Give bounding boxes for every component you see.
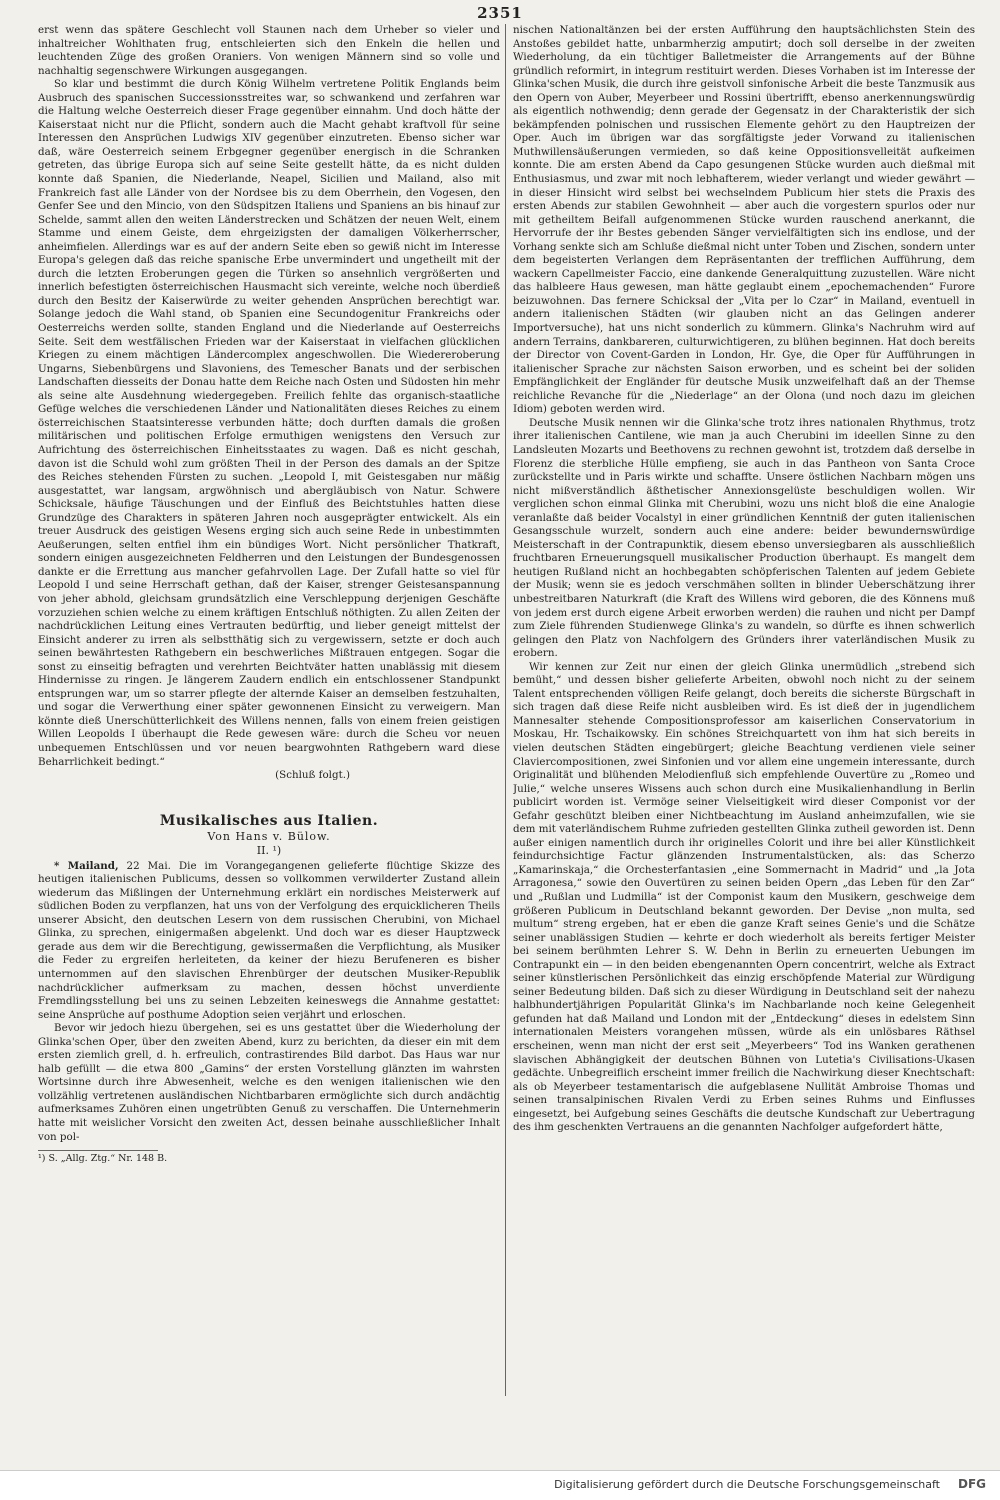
paragraph: So klar und bestimmt die durch König Wilhelm vertretene Politik Englands beim Ausbruch des spanischen Successionsstreites war, so schwankend und zerfahren war die Haltung welche Oesterreich dieser Frage gegenüber einnahm. Und doch hätte der Kaiserstaat nicht nur die Pflicht, sondern auch die Macht gehabt kraftvoll für seine Interessen den Ansprüchen Ludwigs XIV gegenüber einzutreten. Ebenso sicher war daß, wäre Oesterreich seinem Erbgegner gegenüber energisch in die Schranken getreten, das übrige Europa sich auf seine Seite gestellt hätte, da es nicht dulden konnte daß Spanien, die Niederlande, Neapel, Sicilien und Mailand, also mit Frankreich fast alle Länder von der Nordsee bis zu dem Oberrhein, den Vogesen, den Genfer See und den Mincio, von den Südspitzen Italiens und Spaniens an bis hinauf zur Schelde, sammt allen den weiten Länderstrecken und Schätzen der neuen Welt, einem Stamme und einem Geiste, dem ehrgeizigsten der damaligen Völkerherrscher, anheimfielen. Allerdings war es auf der andern Seite eben so gewiß nicht im Interesse Europa's gelegen daß das reiche spanische Erbe unvermindert und ungetheilt mit der durch die letzten Eroberungen gegen die Türken so ansehnlich vergrößerten und innerlich befestigten österreichischen Hausmacht sich vereinte, welche noch überdieß durch den Besitz der Kaiserwürde zu weiter gehenden Ansprüchen berechtigt war. Solange jedoch die Wahl stand, ob Spanien eine Secundogenitur Frankreichs oder Oesterreichs werden sollte, standen England und die Niederlande auf Oesterreichs Seite. Seit dem westfälischen Frieden war der Kaiserstaat in vielfachen glücklichen Kriegen zu einem mächtigen Ländercomplex angeschwollen. Die Wiedereroberung Ungarns, Siebenbürgens und Slavoniens, des Temescher Banats und der serbischen Landschaften diesseits der Donau hatte dem Reiche nach Osten und Südosten hin mehr als seine alte Ausdehnung wiedergegeben. Freilich fehlte das organisch-staatliche Gefüge welches die verschiedenen Länder und Nationalitäten dieses Reiches zu einem österreichischen Staatsinteresse verbunden hätte; doch durften damals die großen militärischen und politischen Erfolge ermuthigen wenigstens den Versuch zur Aufrichtung des österreichischen Einheitsstaates zu wagen. Daß es nicht geschah, davon ist die Schuld wohl zum größten Theil in der Person des damals an der Spitze des Reiches stehenden Fürsten zu suchen. „Leopold I, mit Geistesgaben nur mäßig ausgestattet, war langsam, argwöhnisch und abergläubisch von Natur. Schwere Schicksale, häufige Täuschungen und der Einfluß des Beichtstuhles hatten diese Grundzüge des Charakters in späteren Jahren noch ausgeprägter entwickelt. Als ein treuer Ausdruck des geistigen Wesens erging sich auch seine Rede in unbestimmten Aeußerungen, selten entfiel ihm ein bündiges Wort. Nicht persönlicher Thatkraft, sondern einigen ausgezeichneten Feldherren und den Leistungen der Bundesgenossen dankte er die Errettung aus mancher gefahrvollen Lage. Der Zufall hatte so viel für Leopold I und seine Herrschaft gethan, daß der Kaiser, strenger Geistesanspannung von jeher abhold, gleichsam grundsätzlich eine Verschleppung derjenigen Geschäfte vorzuziehen schien welche zu einem kräftigen Entschluß nöthigten. Zu allen Zeiten der nachdrücklichen Leitung eines Vertrauten bedürftig, und lieber geneigt mittelst der Einsicht anderer zu irren als selbstthätig sich zu vergewissern, setzte er doch auch seinen bewährtesten Rathgebern ein beschwerliches Mißtrauen entgegen. Sogar die sonst zu einseitig befragten und verehrten Beichtväter hatten unablässig mit diesem Hindernisse zu ringen. Je längerem Zaudern endlich ein entschlossener Standpunkt entsprungen war, um so starrer pflegte der alternde Kaiser an demselben festzuhalten, und sogar die Verwerthung einer später gewonnenen Einsicht zu verweigern. Man könnte dieß Unerschütterlichkeit des Willens nennen, falls von einem freien geistigen Willen Leopolds I überhaupt die Rede gewesen wäre: durch die Scheu vor neuen unbequemen Entschlüssen und vor neuen beargwohnten Rathgebern ward diese Beharrlichkeit bedingt.“	[38, 78, 500, 768]
article-header	[38, 813, 500, 858]
footer-bar	[0, 1470, 1000, 1500]
paragraph: erst wenn das spätere Geschlecht voll Staunen nach dem Urheber so vieler und inhaltreicher Wohlthaten frug, entschleierten sich den Enkeln die hellen und leuchtenden Züge des großen Oraniers. Von wenigen Männern sind so volle und nachhaltig segenschwere Wirkungen ausgegangen.	[38, 24, 500, 77]
footnote-rule	[38, 1150, 158, 1151]
date: 22 Mai.	[126, 859, 171, 872]
left-column	[38, 24, 500, 1456]
column-divider	[505, 24, 506, 1396]
footnote: ¹) S. „Allg. Ztg.“ Nr. 148 B.	[38, 1153, 168, 1165]
dfg-logo-icon: DFG	[957, 1477, 986, 1491]
paragraph: Wir kennen zur Zeit nur einen der gleich Glinka unermüdlich „strebend sich bemüht,“ und dessen bisher gelieferte Arbeiten, obwohl noch nicht zu der seinem Talent entsprechenden völligen Reife gelangt, doch bereits die sicherste Bürgschaft in sich tragen daß diese Reife nicht ausbleiben wird. Es ist dieß der in jugendlichem Mannesalter stehende Compositionsprofessor am kaiserlichen Conservatorium in Moskau, Hr. Tschaikowsky. Ein schönes Streichquartett von ihm hat sich bereits in vielen deutschen Städten eingebürgert; gleiche Beachtung verdienen viele seiner Claviercompositionen, zwei Sinfonien und vor allem eine ungemein interessante, durch Originalität und blühenden Melodienfluß sich empfehlende Ouvertüre zu „Romeo und Julie,“ welche unseres Wissens auch schon durch eine Musikalienhandlung in Berlin publicirt worden ist. Vermöge seiner Vielseitigkeit wird dieser Componist vor der Gefahr geschützt bleiben einer Nichtbeachtung im Ausland anheimzufallen, wie sie dem mit vaterländischem Ruhme zufrieden gestellten Glinka zutheil geworden ist. Denn außer einigen namentlich durch ihr originelles Colorit und ihre bei aller Künstlichkeit feindurchsichtige Factur glänzenden Instrumentalstücken, als: das Scherzo „Kamarinskaja,“ die Orchesterfantasien „eine Sommernacht in Madrid“ und „la Jota Arragonesa,“ sowie den Ouvertüren zu seinen beiden Opern „das Leben für den Zar“ und „Rußlan und Ludmilla“ ist der Componist kaum den Musikern, geschweige dem größeren Publicum in Deutschland bekannt geworden. Der Devise „non multa, sed multum“ streng ergeben, hat er eben die ganze Kraft seines Genie's und die Schätze seiner unablässigen Studien — kehrte er doch wiederholt als bereits fertiger Meister bei seinem berühmten Lehrer S. W. Dehn in Berlin zu erneuerten Uebungen im Contrapunkt ein — in den beiden ebengenannten Opern concentrirt, welche als Extract seiner künstlerischen Persönlichkeit das einzig erschöpfende Material zur Würdigung seiner Bedeutung bilden. Daß sich zu dieser Würdigung in Deutschland seit der nahezu halbhundertjährigen Popularität Glinka's im Nachbarlande noch keine Gelegenheit gefunden hat daß Mailand und London mit der „Entdeckung“ dieses in edelstem Sinn internationalen Meisters vorangehen müssen, würde als ein unlösbares Räthsel erscheinen, wenn man nicht der erst seit „Meyerbeers“ Tod ins Wanken gerathenen slavischen Abhängigkeit der deutschen Bühnen von Lutetia's Civilisations-Ukasen gedächte. Unbegreiflich erscheint immer freilich die Nachwirkung dieser Knechtschaft: als ob Meyerbeer testamentarisch die aufgeblasene Nullität Ambroise Thomas und seinen transalpinischen Rivalen Verdi zu Erben seines Ruhms und Einflusses eingesetzt, bei Aufgebung seines Geschäfts die deutsche Kundschaft zur Uebertragung des ihm geschenkten Vertrauens an die genannten Nachfolger aufgefordert hätte,	[513, 660, 975, 1134]
paragraph-text: Die im Vorangegangenen gelieferte flüchtige Skizze des heutigen italienischen Publicums, dessen so vollkommen verwilderter Zustand allein wiederum das Mißlingen der Unternehmung erklärt ein nordisches Meisterwerk auf südlichen Boden zu verpflanzen, hat uns von der Verfolgung des erquicklicheren Theils unserer Absicht, den deutschen Lesern von dem russischen Cherubini, von Michael Glinka, zu sprechen, einigermaßen abgelenkt. Und doch war es dieser Hauptzweck gerade aus dem wir die Berechtigung, gewissermaßen die Verpflichtung, als Musiker die Feder zu ergreifen herleiteten, da keiner der hiezu Berufeneren es bisher unternommen auf den slavischen Ehrenbürger der deutschen Musiker-Republik nachdrücklicher aufmerksam zu machen, dessen höchst unverdiente Fremdlingsstellung bei uns zu seinen Lebzeiten keineswegs die Annahme gestattet: seine Ansprüche auf posthume Adoption seien verjährt und erloschen.	[38, 859, 500, 1021]
paragraph: nischen Nationaltänzen bei der ersten Aufführung den hauptsächlichsten Stein des Anstoßes gebildet hatte, unbarmherzig amputirt; doch soll derselbe in der zweiten Wiederholung, da ein tüchtiger Balletmeister die Arrangements auf der Bühne gründlich reformirt, in integrum restituirt werden. Dieses Vorhaben ist im Interesse der Glinka'schen Musik, die durch ihre geistvoll sinfonische Arbeit die beste Tanzmusik aus den Opern von Auber, Meyerbeer und Rossini übertrifft, ebenso anerkennungswürdig als eigentlich nothwendig; denn gerade der Gegensatz in der Charakteristik der sich bekämpfenden polnischen und russischen Elemente gehört zu den Hauptreizen der Oper. Auch im übrigen war das sorgfältigste jeder Vorwand zu italienischen Muthwillensäußerungen vermieden, so daß keine Oppositionsvelleität aufkeimen konnte. Die am ersten Abend da Capo gesungenen Stücke wurden auch dießmal mit Enthusiasmus, und zwar mit noch lebhafterem, wieder verlangt und wieder gewährt — in dieser Hinsicht wird selbst bei wechselndem Publicum hier stets die Praxis des ersten Abends zur stabilen Gewohnheit — aber auch die vorgestern spurlos oder nur mit getheiltem Beifall aufgenommenen Stücke wurden rauschend anerkannt, die Hervorrufe der ihr Bestes gebenden Sänger vervielfältigten sich ins endlose, und der Vorhang senkte sich am Schluße dießmal nicht unter Toben und Zischen, sondern unter dem begeisterten Verlangen dem Repräsentanten der trefflichen Aufführung, dem wackern Capellmeister Faccio, eine dankende Generalquittung zuzustellen. Wäre nicht das halbleere Haus gewesen, man hätte geglaubt einem „epochemachenden“ Furore beizuwohnen. Das fernere Schicksal der „Vita per lo Czar“ in Mailand, eventuell in andern italienischen Städten (wir glauben nicht an das Gelingen anderer Importversuche), hat uns nicht sonderlich zu kümmern. Glinka's Nachruhm wird auf andern Terrains, dankbareren, culturwichtigeren, zu blühen beginnen. Hat doch bereits der Director von Covent-Garden in London, Hr. Gye, die Oper für Aufführungen in italienischer Sprache zur nächsten Saison erworben, und es scheint bei der soliden Empfänglichkeit der Engländer für deutsche Musik unzweifelhaft daß an der Themse reichliche Revanche für die „Niederlage“ an der Olona (und noch dazu im gleichen Idiom) geboten werden wird.	[513, 24, 975, 416]
right-column	[513, 24, 975, 1456]
article-part: II. ¹)	[256, 843, 282, 857]
paragraph: Deutsche Musik nennen wir die Glinka'sche trotz ihres nationalen Rhythmus, trotz ihrer italienischen Cantilene, wie man ja auch Cherubini im ideellen Sinne zu den Landsleuten Mozarts und Beethovens zu rechnen gewohnt ist, trotzdem daß derselbe in Florenz die sterbliche Hülle empfieng, sie auch in das Pantheon von Santa Croce zurückstellte und in Paris wirkte und schaffte. Unsere östlichen Nachbarn mögen uns nicht mißverständlich äßthetischer Annexionsgelüste beschuldigen wollen. Wir verglichen schon einmal Glinka mit Cherubini, wozu uns nicht bloß die eine Analogie veranlaßte daß beider Vocalstyl in einer gründlichen Kenntniß der guten italienischen Gesangsschule wurzelt, sondern auch eine andere: beider bewundernswürdige Meisterschaft in der Contrapunktik, diesem ebenso unversiegbaren als ausschließlich fruchtbaren Erneuerungsquell musikalischer Production überhaupt. Es mangelt dem heutigen Rußland nicht an hochbegabten schöpferischen Talenten auf jedem Gebiete der Musik; wenn sie es jedoch verschmähen sollten in blinder Ueberschätzung ihrer unbestreitbaren Naturkraft (die Kraft des Willens wird geboren, die des Könnens muß von jedem erst durch eigene Arbeit erworben werden) die rauhen und nicht per Dampf zum Ziele führenden Studienwege Glinka's zu wandeln, so dürfte es ihnen schwerlich gelingen den Platz von Nachfolgern des Gründers ihrer vaterländischen Musik zu erobern.	[513, 416, 975, 660]
page-number: 2351	[477, 4, 523, 22]
article-paragraph: Bevor wir jedoch hiezu übergehen, sei es uns gestattet über die Wiederholung der Glinka'schen Oper, über den zweiten Abend, kurz zu berichten, da dieser ein mit dem ersten ziemlich grell, d. h. erfreulich, contrastirendes Bild darbot. Das Haus war nur halb gefüllt — die etwa 800 „Gamins“ der ersten Vorstellung glänzten im wahrsten Wortsinne durch ihre Abwesenheit, welche es den wenigen italienischen wie den vollzählig vertretenen ausländischen Nichtbarbaren ermöglichte sich durch andächtig aufmerksames Zuhören einen ungetrübten Genuß zu verschaffen. Die Unternehmerin hatte mit weislicher Vorsicht den zweiten Act, dessen beinahe ausschließlicher Inhalt von pol-	[38, 1022, 500, 1143]
dateline: * Mailand,	[54, 859, 119, 872]
article-paragraph	[38, 860, 500, 1023]
article-title: Musikalisches aus Italien.	[159, 812, 379, 829]
article-author: Von Hans v. Bülow.	[207, 829, 331, 843]
funding-notice: Digitalisierung gefördert durch die Deutsche Forschungsgemeinschaft	[554, 1478, 940, 1491]
continued-note: (Schluß folgt.)	[275, 769, 350, 782]
